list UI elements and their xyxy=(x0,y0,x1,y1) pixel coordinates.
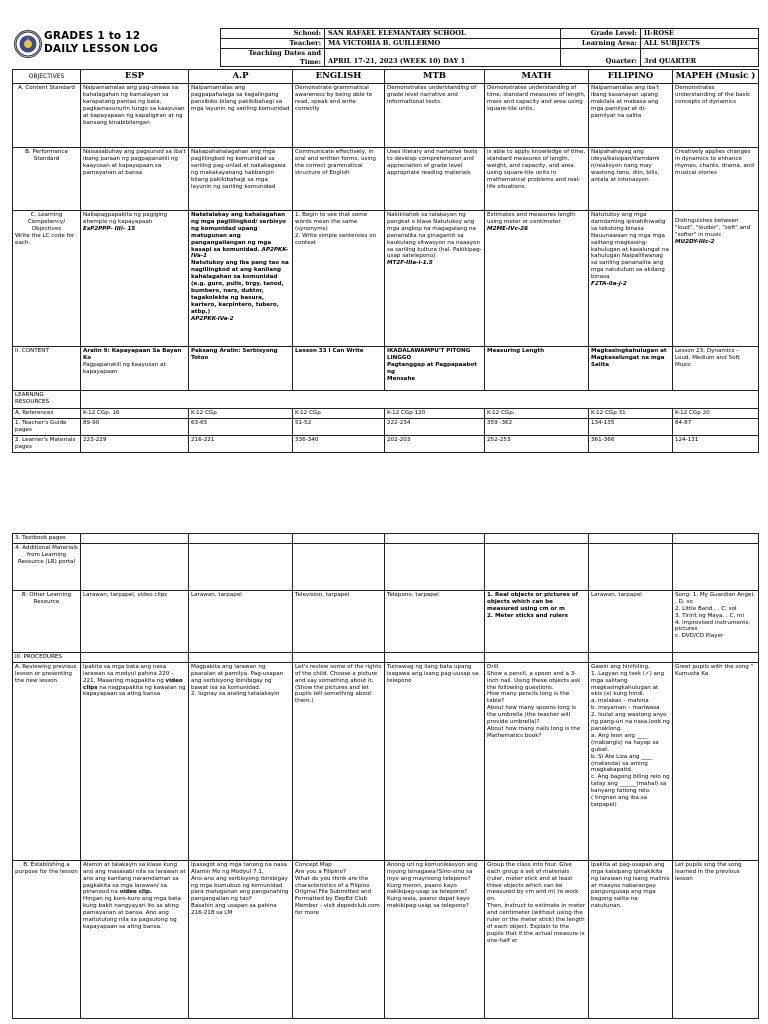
reviewing-math-2: Show a pencil, a spoon and a 3-inch nail. Using these objects ask the following questions. xyxy=(487,670,581,691)
competency-ap-text-2: Natutukoy ang iba pang tao na naglilingkod at ang kanilang kahalagahan sa komunidad (e.g. guro, pulis, brgy. tanod, bumbero, nars, duktor, tagakolekta ng basura, kartero, karpintero, tubero, atbp.) xyxy=(191,260,289,315)
competency-ap-code-2: AP2PKK-IVa-2 xyxy=(191,315,234,322)
learners-materials-english: 336-340 xyxy=(293,435,385,452)
col-math: MATH xyxy=(485,70,589,84)
references-mapeh: K-12 CGp 20 xyxy=(673,409,759,419)
competency-row xyxy=(13,211,759,347)
reviewing-filipino-1: Gawin ang hinihiling. xyxy=(591,663,650,670)
additional-mtb xyxy=(385,543,485,590)
competency-mapeh-code: MU2DY-IIIc-2 xyxy=(675,238,715,245)
learning-resources-row xyxy=(13,391,759,409)
other-resources-mapeh-5: c. DVD/CD Player xyxy=(675,633,724,640)
content-ap: Paksang Aralin: Serbisyong Totoo xyxy=(189,347,293,391)
competency-label xyxy=(13,211,81,347)
performance-standard-esp: Naisasabuhay ang pagsunod sa iba't ibang paraan ng pagpapanatili ng kaayusan at kapayapaan sa pamayanan at bansa xyxy=(81,148,189,211)
reviewing-english xyxy=(293,662,385,860)
procedures-english xyxy=(293,652,385,662)
reviewing-english-1: Let's review some of the rights of the child. Choose a picture and say something about it. xyxy=(295,663,382,684)
reviewing-math-4: About how many spoons long is the umbrella (the teacher will provide umbrella)? xyxy=(487,705,577,726)
reviewing-esp-1: Ipakita sa mga bata ang nasa larawan sa modyul pahina 220 – 221. Maaaring magpakita ng xyxy=(83,663,174,684)
competency-ap xyxy=(189,211,293,347)
title-line-2: DAILY LESSON LOG xyxy=(44,43,159,55)
content-standard-math: Demonstrates understanding of time, standard measures of length, mass and capacity and area using square-tile units. xyxy=(485,84,589,148)
competency-esp-text: Nakapagpapakita ng pagiging ehemplo ng kapayapaan xyxy=(83,212,168,225)
area-value: ALL SUBJECTS xyxy=(641,39,759,49)
reviewing-ap xyxy=(189,662,293,860)
textbook-filipino xyxy=(589,534,673,544)
document-title xyxy=(44,30,158,56)
reviewing-esp-2: na nagpapakita ng kawalan ng kapayapaan sa ating bansa xyxy=(83,684,186,698)
textbook-esp xyxy=(81,534,189,544)
reviewing-ap-1: Magpakita ang larawan ng paaralan at pamilya. Pag-usapan ang serbisyong ibinibigay ng bawat isa sa komunidad. xyxy=(191,663,284,691)
learners-materials-filipino: 361-366 xyxy=(589,435,673,452)
other-resources-math-1: 1. Real objects or pictures of objects which can be measured using cm or m xyxy=(487,591,579,612)
other-resources-ap: Larawan, tarpapel xyxy=(189,590,293,652)
competency-math xyxy=(485,211,589,347)
teachers-guide-filipino: 134-135 xyxy=(589,418,673,435)
other-resources-mapeh-3: 3. Tiririt ng Maya. , C, mi xyxy=(675,612,745,619)
reviewing-filipino-7: b. Si Ate Liza ang ____ (matanda) sa aming magkakapatid. xyxy=(591,753,653,774)
content-esp-subtitle: Pagpapanatili ng kaayusan at kapayapaan xyxy=(83,361,166,375)
references-mtb: K-12 CGp 120 xyxy=(385,409,485,419)
grade-label: Grade Level: xyxy=(561,29,641,39)
other-resources-math xyxy=(485,590,589,652)
competency-english xyxy=(293,211,385,347)
content-standard-mtb: Demonstrates understanding of grade level narrative and informational texts. xyxy=(385,84,485,148)
content-standard-mapeh: Demonstrates understanding of the basic concepts of dynamics xyxy=(673,84,759,148)
procedures-label: III. PROCEDURES xyxy=(13,652,81,662)
competency-filipino-text: Natutukoy ang mga damdaming ipinahihiwatig sa tekstong binasa Nauunawaan ng mga mga salitang magkasing-kahulugan at kasalungat na kahulugan Naipaliliwanag sa sariling pananalita ang mga natutuhan sa akdang binasa xyxy=(591,212,669,281)
col-objectives: OBJECTIVES xyxy=(13,70,81,84)
content-math: Measuring Length xyxy=(485,347,589,391)
reviewing-filipino xyxy=(589,662,673,860)
content-mtb xyxy=(385,347,485,391)
teachers-guide-english: 51-52 xyxy=(293,418,385,435)
other-resources-mapeh-1: Song: 1. My Guardian Angel, , D, so xyxy=(675,591,755,605)
textbook-label: 3. Textbook pages xyxy=(13,534,81,544)
references-row xyxy=(13,409,759,419)
teacher-label: Teacher: xyxy=(221,39,325,49)
teachers-guide-math: 359 -362 xyxy=(485,418,589,435)
establishing-ap xyxy=(189,860,293,1018)
additional-materials-row xyxy=(13,543,759,590)
reviewing-esp xyxy=(81,662,189,860)
learners-materials-mtb: 202-203 xyxy=(385,435,485,452)
competency-mtb xyxy=(385,211,485,347)
teachers-guide-ap: 63-65 xyxy=(189,418,293,435)
competency-filipino-code: F2TA-0a-j-2 xyxy=(591,281,627,288)
other-resources-esp: Larawan, tarpapel, video clips xyxy=(81,590,189,652)
establishing-mtb: Anong uri ng komunikasyon ang inyong isinagawa?Sino-sino sa inyo ang mayroong telepono? Kung meron, paano kayo nakikipag-usap sa telepono? Kung wala, paano dapat kayo makikipag-usap sa telepono? xyxy=(385,860,485,1018)
competency-esp-code: EsP2PPP- IIIi– 15 xyxy=(83,225,136,232)
reviewing-filipino-3: a. malakas – mahina xyxy=(591,698,649,705)
procedures-mapeh xyxy=(673,652,759,662)
additional-ap xyxy=(189,543,293,590)
competency-mapeh-text: Distinguishes between "loud", "louder", "soft" and "softer" in music xyxy=(675,218,751,238)
establishing-ap-2: Ano-ano ang serbisyong ibinibigay ng mga bumubuo ng komunidad para matugunan ang pangunahing pangangailan ng tao? xyxy=(191,875,289,903)
quarter-value: 3rd QUARTER xyxy=(641,49,759,67)
establishing-row xyxy=(13,860,759,1018)
procedures-filipino xyxy=(589,652,673,662)
col-filipino: FILIPINO xyxy=(589,70,673,84)
reviewing-math-5: About how many nails long is the Mathematics book? xyxy=(487,725,581,739)
performance-standard-math: is able to apply knowledge of time, standard measures of length, weight, and capacity, and area using square-tile units in mathematical problems and real-life situations. xyxy=(485,148,589,211)
procedures-mtb xyxy=(385,652,485,662)
establishing-ap-3: Basahin ang usapan sa pahina 216-218 sa LM xyxy=(191,903,277,917)
teacher-value: MA VICTORIA B. GUILLERMO xyxy=(325,39,561,49)
content-row xyxy=(13,347,759,391)
performance-standard-mtb: Uses literary and narrative texts to develop comprehension and appreciation of grade level appropriate reading materials xyxy=(385,148,485,211)
content-standard-label: A. Content Standard xyxy=(13,84,81,148)
reviewing-math-3: How many pencils long is the table? xyxy=(487,691,570,705)
header-info-table xyxy=(220,28,759,67)
lesson-table-part-2 xyxy=(12,533,759,1019)
performance-standard-label: B. Performance Standard xyxy=(13,148,81,211)
procedures-ap xyxy=(189,652,293,662)
additional-math xyxy=(485,543,589,590)
additional-filipino xyxy=(589,543,673,590)
competency-english-1: 1. Begin to see that some words mean the same (synonyms) xyxy=(295,212,368,232)
dates-label xyxy=(221,49,325,67)
competency-mapeh xyxy=(673,211,759,347)
teachers-guide-esp: 89-90 xyxy=(81,418,189,435)
references-esp: K-12 CGp. 16 xyxy=(81,409,189,419)
textbook-row xyxy=(13,534,759,544)
competency-label-note: Write the LC code for each. xyxy=(15,232,75,246)
deped-seal-icon xyxy=(14,30,42,58)
other-resources-row xyxy=(13,590,759,652)
procedures-esp xyxy=(81,652,189,662)
additional-esp xyxy=(81,543,189,590)
reviewing-ap-2: 2. Iugnay sa araling tatalakayin xyxy=(191,691,280,698)
learners-materials-label: 2. Learner's Materials pages xyxy=(13,435,81,452)
other-resources-mapeh xyxy=(673,590,759,652)
reviewing-filipino-5: 2. Isulat ang wastong anyo ng pang-uri na nasa loob ng panaklong. xyxy=(591,712,670,732)
reviewing-row xyxy=(13,662,759,860)
content-standard-esp: Naipamamalas ang pag-unawa sa kahalagahan ng kamalayan sa karapatang pantao ng bata, pagkamasunurin tungo sa kaayusan at kapayapaan ng kapaligiran at ng bansang kinabibilangan xyxy=(81,84,189,148)
competency-math-code: M2ME-IVc-26 xyxy=(487,225,528,232)
other-resources-label: B. Other Learning Resource xyxy=(13,590,81,652)
content-standard-ap: Naipamamalas ang pagpapahalaga sa kagalingang pansibiko bilang pakikibahagi sa mga layunin ng sariling komunidad xyxy=(189,84,293,148)
additional-mapeh xyxy=(673,543,759,590)
establishing-ap-1: Ipasagot ang mga tanong na nasa Alamin Mo ng Modyul 7.1, xyxy=(191,861,287,875)
school-value: SAN RAFAEL ELEMANTARY SCHOOL xyxy=(325,29,561,39)
textbook-english xyxy=(293,534,385,544)
content-esp-title: Aralin 9: Kapayapaan Sa Bayan Ko xyxy=(83,348,182,361)
learners-materials-esp: 223-229 xyxy=(81,435,189,452)
additional-english xyxy=(293,543,385,590)
reviewing-label: A. Reviewing previous lesson or presenting the new lesson xyxy=(13,662,81,860)
lesson-table-part-1 xyxy=(12,69,759,453)
establishing-esp xyxy=(81,860,189,1018)
area-label: Learning Area: xyxy=(561,39,641,49)
learners-materials-ap: 216-221 xyxy=(189,435,293,452)
competency-mtb-code: MT2F-IIIa-i-1.5 xyxy=(387,260,433,267)
grade-value: II-ROSE xyxy=(641,29,759,39)
performance-standard-mapeh: Creatively applies changes in dynamics to enhance rhymes, chants, drama, and musical stories xyxy=(673,148,759,211)
references-label: A. References xyxy=(13,409,81,419)
procedures-math xyxy=(485,652,589,662)
title-line-1: GRADES 1 to 12 xyxy=(44,30,141,42)
content-mapeh: Lesson 23: Dynamics – Loud, Medium and Soft Music xyxy=(673,347,759,391)
establishing-filipino: Ipakita at pag-usapan ang mga kaisipang ipinakikita ng larawan ng isang malinis at maayos nabarangay. pangungusap ang mga bagong salita na natutunan. xyxy=(589,860,673,1018)
references-english: K-12 CGp xyxy=(293,409,385,419)
competency-mtb-text: Nakikilahok sa talakayan ng pangkat o klase Natutukoy ang mga angkop na magagalang na pananalita na ginagamit sa kaukulang sitwasyon na naaayon sa sariling kultura (hal. Pakikipag-usap satelepono) xyxy=(387,212,482,260)
reviewing-filipino-9: ( tingnan ang iba sa tarpapel) xyxy=(591,795,648,808)
establishing-esp-1: Alamin at talakayin sa klase kung ano ang masasabi nila sa larawan at ano ang kanilang naramdaman sa pagkakita sa mga larawan/ sa pinanood na xyxy=(83,861,186,896)
performance-standard-english: Communicate effectively, in oral and written forms, using the correct grammatical structure of English xyxy=(293,148,385,211)
other-resources-mapeh-2: 2. Little Band , , C, sol xyxy=(675,605,737,612)
competency-label-main: C. Learning Competency/ Objectives xyxy=(27,212,66,232)
content-standard-filipino: Naipamamalas ang iba't ibang kasanayan upang makilala at mabasa ang mga pamilyar at di-pamilyar na salita xyxy=(589,84,673,148)
learners-materials-mapeh: 124-131 xyxy=(673,435,759,452)
additional-materials-label: 4. Additional Materials from Learning Resource (LR) portal xyxy=(13,543,81,590)
establishing-math-1: Group the class into four. Give each group a set of materials (ruler, meter stick and at least three objects which can be measured by cm and m) to work on. xyxy=(487,861,579,903)
other-resources-mapeh-4: 4. improvised instruments, pictures xyxy=(675,619,751,633)
reviewing-mtb: Tumawag ng ilang bata upang isagawa ang isang pag-uusap sa telepono xyxy=(385,662,485,860)
other-resources-english: Television, tarpapel xyxy=(293,590,385,652)
dates-label-line-2: Time: xyxy=(299,57,321,66)
col-mapeh: MAPEH (Music ) xyxy=(673,70,759,84)
reviewing-math xyxy=(485,662,589,860)
reviewing-mapeh: Greet pupils with the song " Kumusta Ka xyxy=(673,662,759,860)
reviewing-filipino-2: 1. Lagyan ng tsek (✓) ang mga salitang magkasingkahulugan at ekis (x) kung hindi. xyxy=(591,670,665,698)
other-resources-math-2: 2. Meter sticks and rulers xyxy=(487,612,568,619)
competency-math-text: Estimates and measures length using meter or centimeter xyxy=(487,212,576,225)
references-math: K-12 CGp. xyxy=(485,409,589,419)
reviewing-filipino-4: b. mayaman – mariwasa xyxy=(591,705,660,712)
establishing-english-2: Are you a Filipino? xyxy=(295,868,346,875)
dates-value: APRIL 17-21, 2023 (WEEK 10) DAY 1 xyxy=(325,49,561,67)
teachers-guide-label: 1. Teacher's Guide pages xyxy=(13,418,81,435)
performance-standard-row xyxy=(13,148,759,211)
content-mtb-2: Pagtanggap at Pagpapaabot ng xyxy=(387,361,477,375)
establishing-math-2: Then, instruct to estimate in meter and centimeter (without using the ruler or the meter stick) the length of each object. Explain to the pupils that if the actual measure is one-half or xyxy=(487,903,586,944)
teachers-guide-mtb: 222-234 xyxy=(385,418,485,435)
dates-label-line-1: Teaching Dates and xyxy=(248,49,321,57)
textbook-math xyxy=(485,534,589,544)
content-filipino: Magkasingkahulugan at Magkasalungat na mga Salita xyxy=(589,347,673,391)
content-english: Lesson 33 I Can Write xyxy=(293,347,385,391)
reviewing-english-2: (Show the pictures and let pupils tell something about them.) xyxy=(295,684,372,705)
col-ap: A.P xyxy=(189,70,293,84)
textbook-mapeh xyxy=(673,534,759,544)
establishing-esp-2: Hingan ng kuro-kuro ang mga bata kung bakit nangyayari ito sa ating pamayanan at bansa. Ano ang maitutulong nila sa pagsulong ng kapayapaan sa ating bansa. xyxy=(83,896,181,930)
col-mtb: MTB xyxy=(385,70,485,84)
reviewing-filipino-6: a. Ang leon ang ____ (mabangis) na hayop sa gubat. xyxy=(591,732,659,753)
learning-resources-label: LEARNING RESOURCES xyxy=(13,391,81,409)
other-resources-filipino: Larawan, tarpapel xyxy=(589,590,673,652)
establishing-esp-bold: video clip. xyxy=(119,889,152,896)
content-esp xyxy=(81,347,189,391)
establishing-label: B. Establishing a purpose for the lesson xyxy=(13,860,81,1018)
performance-standard-ap: Nakapahahalagahan ang mga paglilingkod ng komunidad sa sariling pag-unlad at nakakagawa ng makakayanang hakbangin bilang pakikibahagi sa mga layunin ng sariling komunidad xyxy=(189,148,293,211)
textbook-ap xyxy=(189,534,293,544)
competency-ap-text: Natatalakay ang kahalagahan ng mga paglilingkod/ serbisyo ng komunidad upang matugunan ang pangangailangan ng mga kasapi sa komunidad. xyxy=(191,212,286,253)
learners-materials-row xyxy=(13,435,759,452)
other-resources-mtb: Telepono, tarpapel xyxy=(385,590,485,652)
content-standard-english: Demonstrate grammatical awareness by being able to read, speak and write correctly xyxy=(293,84,385,148)
quarter-label: Quarter: xyxy=(561,49,641,67)
competency-english-2: 2. Write simple sentences on context xyxy=(295,232,377,246)
textbook-mtb xyxy=(385,534,485,544)
teachers-guide-row xyxy=(13,418,759,435)
learning-resources-empty xyxy=(81,391,759,409)
content-mtb-1: IKADALAWAMPU'T PITONG LINGGO xyxy=(387,348,471,361)
reviewing-esp-bold: video clips xyxy=(83,677,183,691)
competency-esp xyxy=(81,211,189,347)
col-english: ENGLISH xyxy=(293,70,385,84)
school-label: School: xyxy=(221,29,325,39)
establishing-math xyxy=(485,860,589,1018)
teachers-guide-mapeh: 84-87 xyxy=(673,418,759,435)
references-ap: K-12 CGp xyxy=(189,409,293,419)
content-label: II. CONTENT xyxy=(13,347,81,391)
establishing-english-3: What do you think are the characteristics of a Filipino Original File Submitted and Formatted by DepEd Club Member - visit depedclub.com for more xyxy=(295,875,380,917)
performance-standard-filipino: Naipahahayag ang ideya/kaisipan/damdami n/reaksyon nang may wastong tono, diin, bilis, antala at intonasyon xyxy=(589,148,673,211)
reviewing-filipino-8: c. Ang bagong biling relo ng tatay ang ______(mahal) sa kanyang tatlong relo. xyxy=(591,774,670,795)
column-header-row xyxy=(13,70,759,84)
procedures-row xyxy=(13,652,759,662)
establishing-english-1: Concept Map xyxy=(295,861,332,868)
content-mtb-3: Mensahe xyxy=(387,375,416,382)
content-standard-row xyxy=(13,84,759,148)
competency-ap-code-1: AP2PKK-IVa-1 xyxy=(191,246,289,260)
establishing-mapeh: Let pupils sing the song learned in the previous lesson xyxy=(673,860,759,1018)
competency-filipino xyxy=(589,211,673,347)
learners-materials-math: 252-253 xyxy=(485,435,589,452)
reviewing-math-1: Drill xyxy=(487,663,499,670)
references-filipino: K-12 CGp 31 xyxy=(589,409,673,419)
col-esp: ESP xyxy=(81,70,189,84)
establishing-english xyxy=(293,860,385,1018)
